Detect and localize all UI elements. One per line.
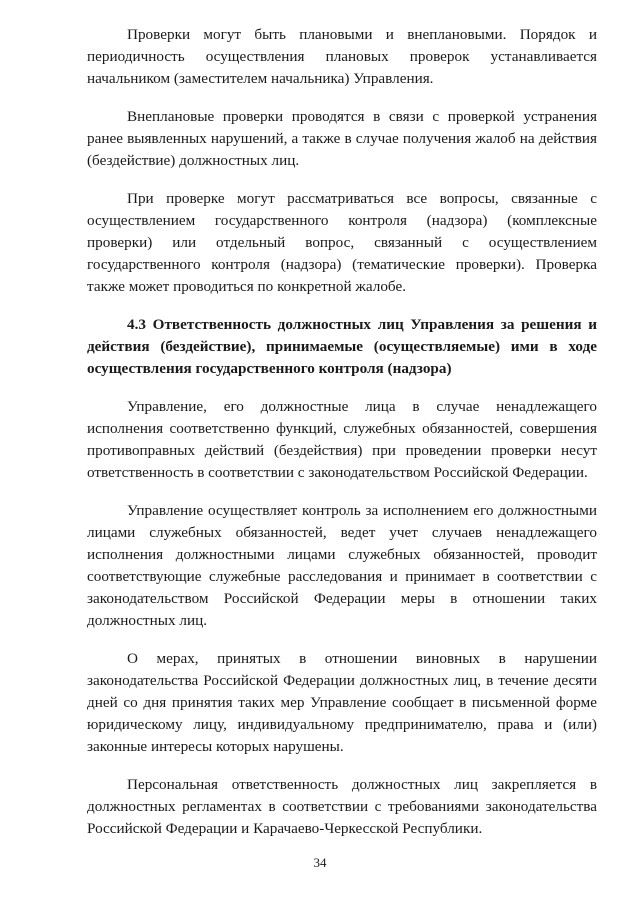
paragraph-responsibility: Управление, его должностные лица в случае ненадлежащего исполнения соответственно функций, служебных обязанностей, совершения противоправных действий (бездействия) при проведении проверки несут ответственность в соответствии с законодательством Российской Федерации. — [87, 398, 597, 481]
page-number: 34 — [313, 855, 327, 870]
paragraph-notification: О мерах, принятых в отношении виновных в нарушении законодательства Российской Федерации должностных лиц, в течение десяти дней со дня принятия таких мер Управление сообщает в письменной форме юридическому лицу, индивидуальному предпринимателю, права и (или) законные интересы которых нарушены. — [87, 650, 597, 755]
paragraph-inspection-types: Проверки могут быть плановыми и внеплановыми. Порядок и периодичность осуществления плановых проверок устанавливается начальником (заместителем начальника) Управления. — [87, 26, 597, 87]
page-body — [87, 24, 597, 856]
paragraph-unscheduled-inspections: Внеплановые проверки проводятся в связи с проверкой устранения ранее выявленных нарушений, а также в случае получения жалоб на действия (бездействие) должностных лиц. — [87, 108, 597, 169]
section-heading-4-3: 4.3 Ответственность должностных лиц Управления за решения и действия (бездействие), принимаемые (осуществляемые) ими в ходе осуществления государственного контроля (надзора) — [87, 316, 597, 377]
paragraph-inspection-scope: При проверке могут рассматриваться все вопросы, связанные с осуществлением государственного контроля (надзора) (комплексные проверки) или отдельный вопрос, связанный с осуществлением государственного контроля (надзора) (тематические проверки). Проверка также может проводиться по конкретной жалобе. — [87, 190, 597, 295]
paragraph-personal-responsibility: Персональная ответственность должностных лиц закрепляется в должностных регламентах в соответствии с требованиями законодательства Российской Федерации и Карачаево-Черкесской Республики. — [87, 776, 597, 837]
paragraph-control-duties: Управление осуществляет контроль за исполнением его должностными лицами служебных обязанностей, ведет учет случаев ненадлежащего исполнения должностными лицами служебных обязанностей, проводит соответствующие служебные расследования и принимает в соответствии с законодательством Российской Федерации меры в отношении таких должностных лиц. — [87, 502, 597, 629]
